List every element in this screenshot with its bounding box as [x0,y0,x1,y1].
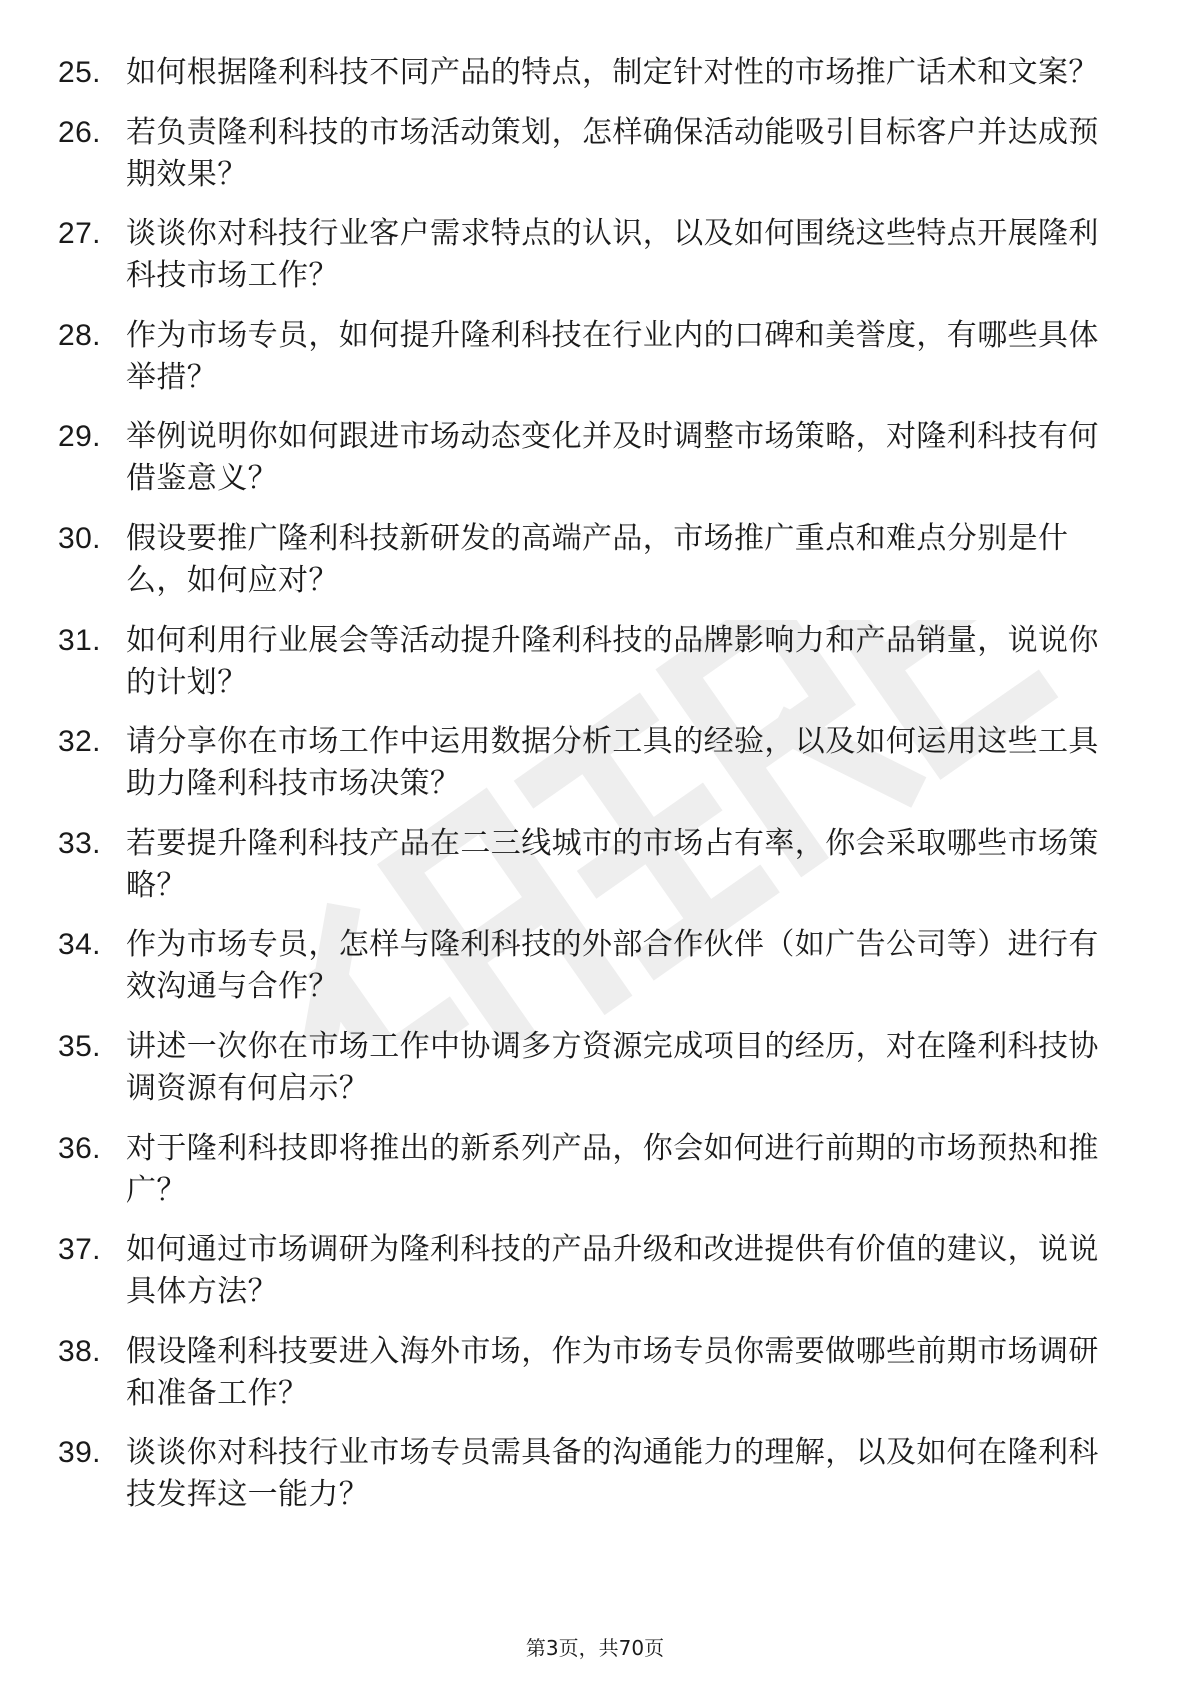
question-text: 如何通过市场调研为隆利科技的产品升级和改进提供有价值的建议，说说具体方法？ [126,1232,1099,1310]
question-number: 30. [58,521,101,555]
question-number: 33. [58,826,101,860]
question-number: 26. [58,115,101,149]
question-item [58,52,1118,94]
question-number: 39. [58,1436,101,1470]
page-number-label: 第3页，共70页 [525,1636,665,1660]
question-number: 29. [58,420,101,454]
question-number: 27. [58,217,101,251]
question-text: 作为市场专员，如何提升隆利科技在行业内的口碑和美誉度，有哪些具体举措？ [126,317,1099,395]
question-item [58,518,1118,602]
question-item [58,620,1118,704]
question-number: 34. [58,928,101,962]
question-number: 38. [58,1334,101,1368]
question-text: 如何根据隆利科技不同产品的特点，制定针对性的市场推广话术和文案？ [126,55,1099,90]
question-number: 25. [58,56,101,89]
question-text: 若要提升隆利科技产品在二三线城市的市场占有率，你会采取哪些市场策略？ [126,825,1099,903]
question-text: 请分享你在市场工作中运用数据分析工具的经验，以及如何运用这些工具助力隆利科技市场决策？ [126,724,1099,802]
question-item [58,416,1118,500]
question-text: 讲述一次你在市场工作中协调多方资源完成项目的经历，对在隆利科技协调资源有何启示？ [126,1028,1099,1106]
question-text: 作为市场专员，怎样与隆利科技的外部合作伙伴（如广告公司等）进行有效沟通与合作？ [126,927,1099,1005]
question-number: 31. [58,623,101,657]
question-item [58,1229,1118,1313]
question-number: 35. [58,1029,101,1063]
question-item [58,1331,1118,1415]
question-item [58,1026,1118,1110]
question-number: 37. [58,1233,101,1267]
question-item [58,1432,1118,1516]
question-text: 假设隆利科技要进入海外市场，作为市场专员你需要做哪些前期市场调研和准备工作？ [126,1333,1099,1411]
question-item [58,924,1118,1008]
question-item [58,1128,1118,1212]
question-text: 谈谈你对科技行业市场专员需具备的沟通能力的理解，以及如何在隆利科技发挥这一能力？ [126,1435,1099,1513]
question-list [58,52,1118,1534]
question-text: 举例说明你如何跟进市场动态变化并及时调整市场策略，对隆利科技有何借鉴意义？ [126,419,1099,497]
question-text: 假设要推广隆利科技新研发的高端产品，市场推广重点和难点分别是什么，如何应对？ [126,520,1069,598]
question-number: 36. [58,1131,101,1165]
question-item [58,823,1118,907]
question-text: 若负责隆利科技的市场活动策划，怎样确保活动能吸引目标客户并达成预期效果？ [126,114,1099,192]
question-text: 对于隆利科技即将推出的新系列产品，你会如何进行前期的市场预热和推广？ [126,1130,1099,1208]
question-text: 谈谈你对科技行业客户需求特点的认识，以及如何围绕这些特点开展隆利科技市场工作？ [126,216,1099,294]
page-footer [0,1634,1190,1662]
question-item [58,213,1118,297]
question-number: 32. [58,725,101,759]
question-text: 如何利用行业展会等活动提升隆利科技的品牌影响力和产品销量，说说你的计划？ [126,622,1099,700]
question-item [58,112,1118,196]
question-item [58,315,1118,399]
question-number: 28. [58,318,101,352]
question-item [58,721,1118,805]
